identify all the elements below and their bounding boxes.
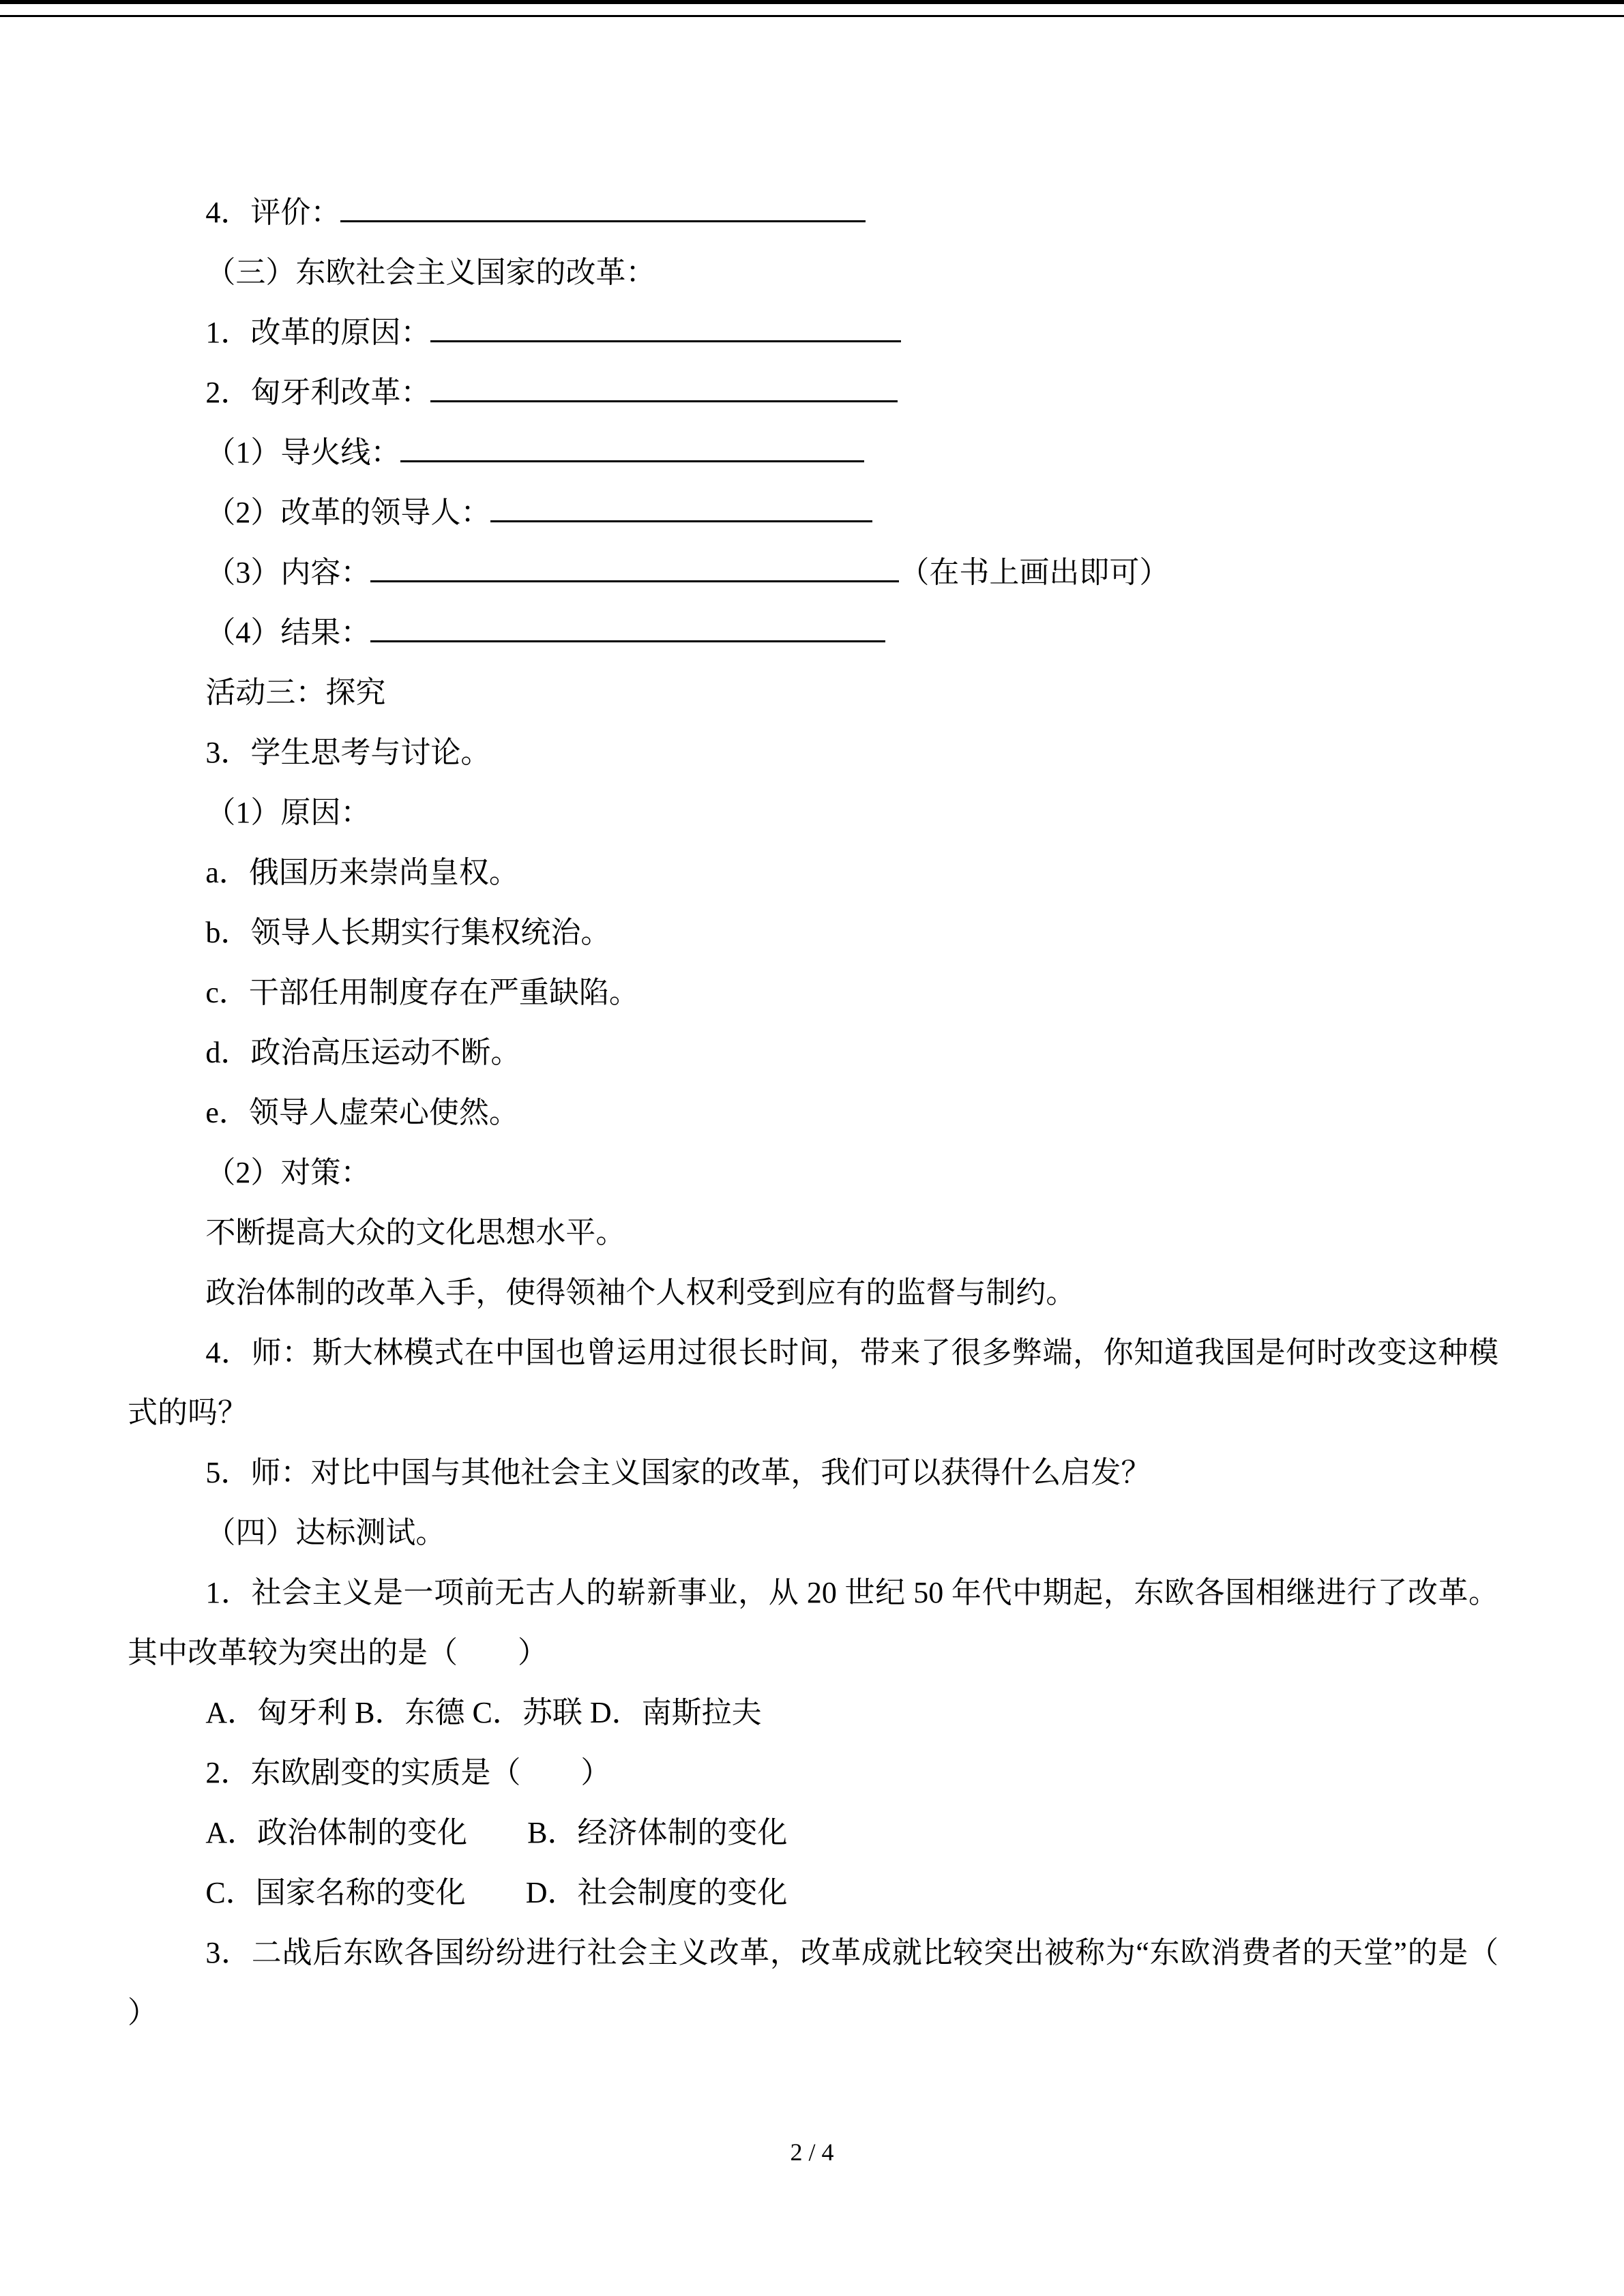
paragraph-text: a．俄国历来崇尚皇权。	[205, 856, 519, 889]
paragraph-text: 2．匈牙利改革：	[205, 376, 431, 409]
paragraph	[128, 1503, 1498, 1563]
paragraph-text: （1）导火线：	[205, 436, 401, 469]
paragraph	[128, 1323, 1498, 1443]
paragraph-text: （2）对策：	[205, 1156, 371, 1189]
paragraph	[128, 1863, 1498, 1923]
paragraph	[128, 903, 1498, 963]
paragraph-text: e．领导人虚荣心使然。	[205, 1096, 519, 1129]
paragraph-text: （3）内容：	[205, 556, 371, 589]
paragraph-text: A．匈牙利 B．东德 C．苏联 D．南斯拉夫	[205, 1696, 762, 1729]
fill-in-blank-line	[340, 195, 866, 222]
paragraph	[128, 1083, 1498, 1143]
paragraph-text: 2．东欧剧变的实质是（ ）	[205, 1756, 611, 1789]
paragraph-text: 活动三：探究	[205, 676, 386, 709]
paragraph-text: 政治体制的改革入手，使得领袖个人权利受到应有的监督与制约。	[205, 1276, 1076, 1309]
paragraph	[128, 723, 1498, 783]
page-number: 2 / 4	[790, 2138, 834, 2166]
paragraph-text: 3．学生思考与讨论。	[205, 736, 491, 769]
paragraph	[128, 1443, 1498, 1503]
paragraph-text: 1．改革的原因：	[205, 316, 431, 349]
paragraph-text: 3．二战后东欧各国纷纷进行社会主义改革，改革成就比较突出被称为“东欧消费者的天堂”的是（ ）	[128, 1936, 1559, 2029]
paragraph	[128, 1563, 1498, 1683]
fill-in-blank-line	[430, 375, 898, 402]
paragraph-text: 4．评价：	[205, 196, 341, 229]
paragraph-text: （四）达标测试。	[205, 1516, 446, 1549]
paragraph	[128, 963, 1498, 1023]
paragraph	[128, 483, 1498, 543]
paragraph	[128, 543, 1498, 603]
paragraph	[128, 243, 1498, 303]
fill-in-blank-line	[370, 615, 885, 642]
fill-in-blank-line	[400, 435, 864, 462]
top-horizontal-rule-thin	[0, 15, 1624, 17]
paragraph-text: 1．社会主义是一项前无古人的崭新事业，从 20 世纪 50 年代中期起，东欧各国相继进行了改革。其中改革较为突出的是（ ）	[128, 1576, 1498, 1669]
fill-in-blank-line	[430, 315, 901, 342]
paragraph-text: C．国家名称的变化 D．社会制度的变化	[205, 1876, 788, 1909]
top-horizontal-rule-thick	[0, 0, 1624, 4]
paragraph	[128, 1203, 1498, 1263]
paragraph-text: d．政治高压运动不断。	[205, 1036, 521, 1069]
paragraph	[128, 423, 1498, 483]
paragraph	[128, 1803, 1498, 1863]
paragraph-text: （在书上画出即可）	[899, 556, 1170, 589]
paragraph	[128, 663, 1498, 723]
paragraph	[128, 603, 1498, 663]
fill-in-blank-line	[370, 555, 899, 582]
paragraph-text: c．干部任用制度存在严重缺陷。	[205, 976, 639, 1009]
paragraph-text: 不断提高大众的文化思想水平。	[205, 1216, 626, 1249]
paragraph	[128, 183, 1498, 243]
paragraph	[128, 1263, 1498, 1323]
paragraph-text: （1）原因：	[205, 796, 371, 829]
paragraph-text: （4）结果：	[205, 616, 371, 649]
paragraph-text: A．政治体制的变化 B．经济体制的变化	[205, 1816, 788, 1849]
fill-in-blank-line	[490, 495, 872, 522]
paragraph	[128, 1743, 1498, 1803]
paragraph-text: 5．师：对比中国与其他社会主义国家的改革，我们可以获得什么启发？	[205, 1456, 1151, 1489]
paragraph	[128, 363, 1498, 423]
paragraph-text: （三）东欧社会主义国家的改革：	[205, 256, 656, 289]
paragraph-text: b．领导人长期实行集权统治。	[205, 916, 611, 949]
paragraph-list	[128, 183, 1559, 2043]
paragraph	[128, 1683, 1498, 1743]
paragraph	[128, 783, 1498, 843]
paragraph	[128, 843, 1498, 903]
paragraph-text: 4．师：斯大林模式在中国也曾运用过很长时间，带来了很多弊端，你知道我国是何时改变这种模式的吗？	[128, 1336, 1498, 1429]
paragraph	[128, 1143, 1498, 1203]
paragraph-text: （2）改革的领导人：	[205, 496, 491, 529]
paragraph	[128, 1923, 1559, 2043]
paragraph	[128, 1023, 1498, 1083]
paragraph	[128, 303, 1498, 363]
